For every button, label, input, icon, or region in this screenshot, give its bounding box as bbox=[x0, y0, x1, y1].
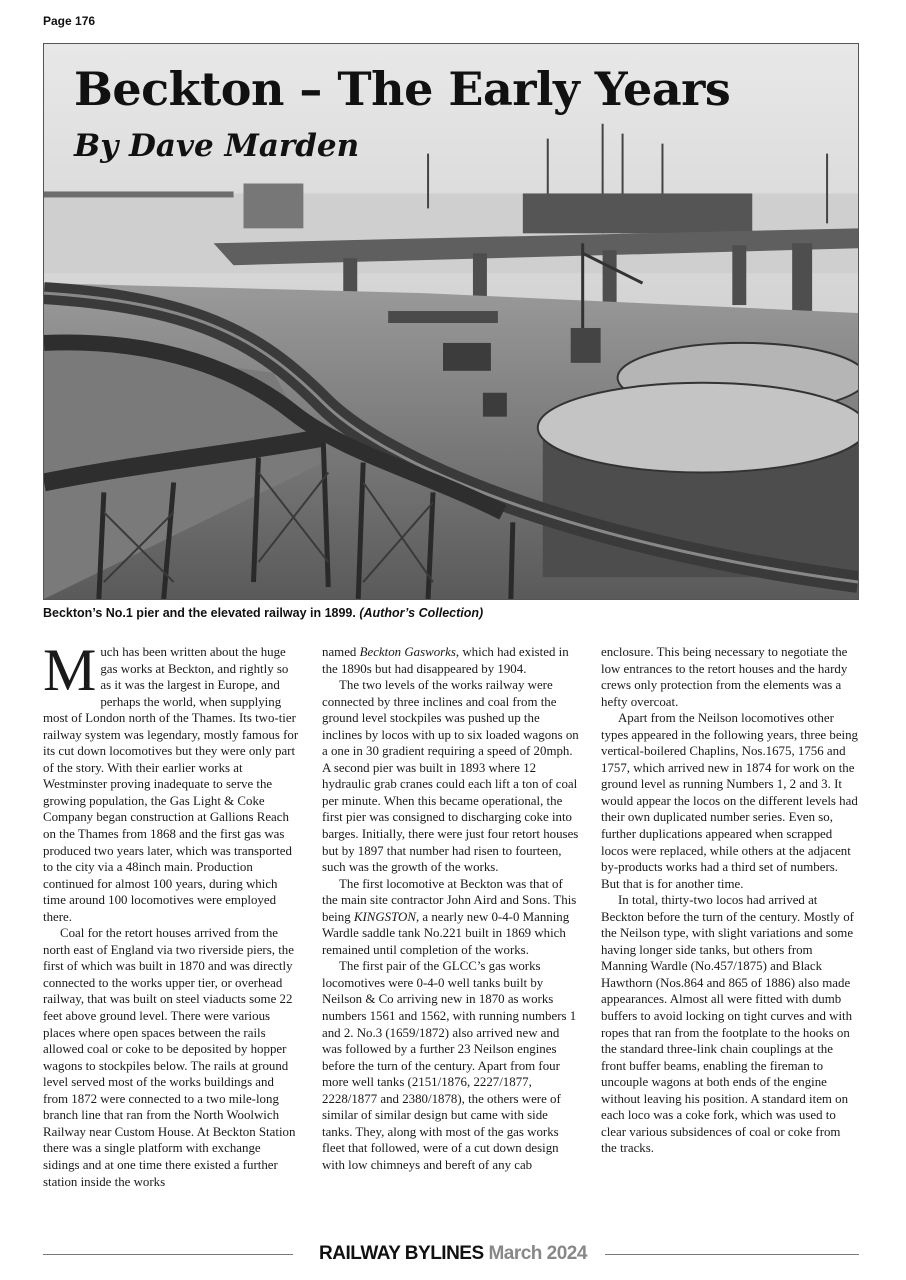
column-2 bbox=[322, 644, 579, 1234]
italic-name: KINGSTON bbox=[353, 909, 416, 924]
drop-cap: M bbox=[43, 644, 97, 703]
page-number: Page 176 bbox=[43, 14, 96, 28]
article-title: Beckton – The Early Years bbox=[74, 62, 731, 116]
article-byline: By Dave Marden bbox=[74, 128, 360, 164]
paragraph: The first pair of the GLCC’s gas works locomotives were 0-4-0 well tanks built by Neilson & Co arriving new in 1870 as works numbers 1561 and 1562, with running numbers 1 and 2. No.3 (1659/1872) also arrived new and was followed by a further 23 Neilson engines before the turn of the century. Apart from four more well tanks (2151/1876, 2227/1877, 2228/1877 and 2380/1878), the others were of similar of similar design but came with side tanks. They, along with most of the gas works fleet that followed, were of a cut down design with low chimneys and bereft of any cab bbox=[322, 959, 577, 1172]
magazine-footer bbox=[0, 1243, 906, 1265]
paragraph-text: , a nearly new 0-4-0 Manning Wardle saddle tank No.221 built in 1869 which remained until completion of the works. bbox=[322, 909, 570, 957]
magazine-issue: March 2024 bbox=[488, 1243, 587, 1264]
paragraph-text: uch has been written about the huge gas works at Beckton, and rightly so as it was the largest in Europe, and perhaps the world, when supplying most of London north of the Thames. Its two-tier railway system was legendary, mostly famous for its cut down locomotives but they were only part of the story. With their earlier works at Westminster proving inadequate to serve the growing population, the Gas Light & Coke Company began construction at Gallions Reach on the Thames from 1868 and the first gas was produced two years later, which was transported to the city via a 48inch main. Production continued for almost 100 years, during which time around 100 locomotives were employed there. bbox=[43, 645, 299, 924]
article-photo bbox=[43, 43, 859, 600]
paragraph-text: , which had existed in the 1890s but had disappeared by 1904. bbox=[322, 645, 569, 676]
paragraph: Apart from the Neilson locomotives other types appeared in the following years, three being vertical-boilered Chaplins, Nos.1675, 1756 and 1757, which arrived new in 1874 for work on the ground level as running Numbers 1, 2 and 3. It would appear the locos on the different levels had their own duplicated number series. Even so, further duplications appeared when scrapped locos were replaced, while others at the adjacent by-products works had a third set of numbers. But that is for another time. bbox=[601, 711, 858, 891]
caption-text: Beckton’s No.1 pier and the elevated railway in 1899. bbox=[43, 606, 356, 620]
paragraph bbox=[322, 644, 579, 677]
paragraph bbox=[322, 876, 579, 959]
magazine-name: RAILWAY BYLINES bbox=[319, 1243, 484, 1264]
paragraph: enclosure. This being necessary to negotiate the low entrances to the retort houses and the hardy crews only protection from the elements was a hefty overcoat. bbox=[601, 645, 848, 709]
paragraph-text: The first locomotive at Beckton was that of the main site contractor John Aird and Sons. This being bbox=[322, 876, 577, 924]
photo-caption bbox=[43, 606, 859, 620]
paragraph: Coal for the retort houses arrived from the north east of England via two riverside piers, the first of which was built in 1870 and was directly connected to the works upper tier, or overhead railway, that was built on steel viaducts some 22 feet above ground level. There were various places where open spaces between the rails allowed coal or coke to be deposited by hopper wagons to stockpiles below. The rails at ground level served most of the works buildings and from 1872 were connected to a two mile-long branch line that ran from the North Woolwich Railway near Custom House. At Beckton Station there was a single platform with exchange sidings and at one time there existed a further station inside the works bbox=[43, 926, 296, 1189]
paragraph: In total, thirty-two locos had arrived at Beckton before the turn of the century. Mostly of the Neilson type, with slight variations and some having longer side tanks, but others from Manning Wardle (No.457/1875) and Black Hawthorn (Nos.864 and 865 of 1886) also made appearances. Almost all were fitted with dumb buffers to avoid locking on tight curves and with ropes that ran from the footplate to the hooks on the standard three-link chain couplings at the front buffer beams, enabling the fireman to uncouple wagons at both ends of the engine without leaving his position. A standard item on each loco was a coke fork, which was used to clear various subsidences of coal or coke from the tracks. bbox=[601, 893, 854, 1156]
article-body bbox=[43, 644, 859, 1234]
caption-credit: (Author’s Collection) bbox=[359, 606, 484, 620]
paragraph-text: named bbox=[322, 645, 360, 659]
paragraph bbox=[43, 644, 300, 925]
paragraph: The two levels of the works railway were connected by three inclines and coal from the ground level stockpiles was pushed up the inclines by locos with up to six loaded wagons on a one in 30 gradient requiring a speed of 20mph. A second pier was built in 1893 where 12 hydraulic grab cranes could each lift a ton of coal per minute. When this became operational, the first pier was consigned to discharging coke into barges. Initially, there were just four retort houses but by 1897 that number had risen to fourteen, such was the growth of the works. bbox=[322, 678, 579, 875]
column-1 bbox=[43, 644, 300, 1234]
italic-name: Beckton Gasworks bbox=[359, 645, 456, 659]
column-3 bbox=[601, 644, 858, 1234]
